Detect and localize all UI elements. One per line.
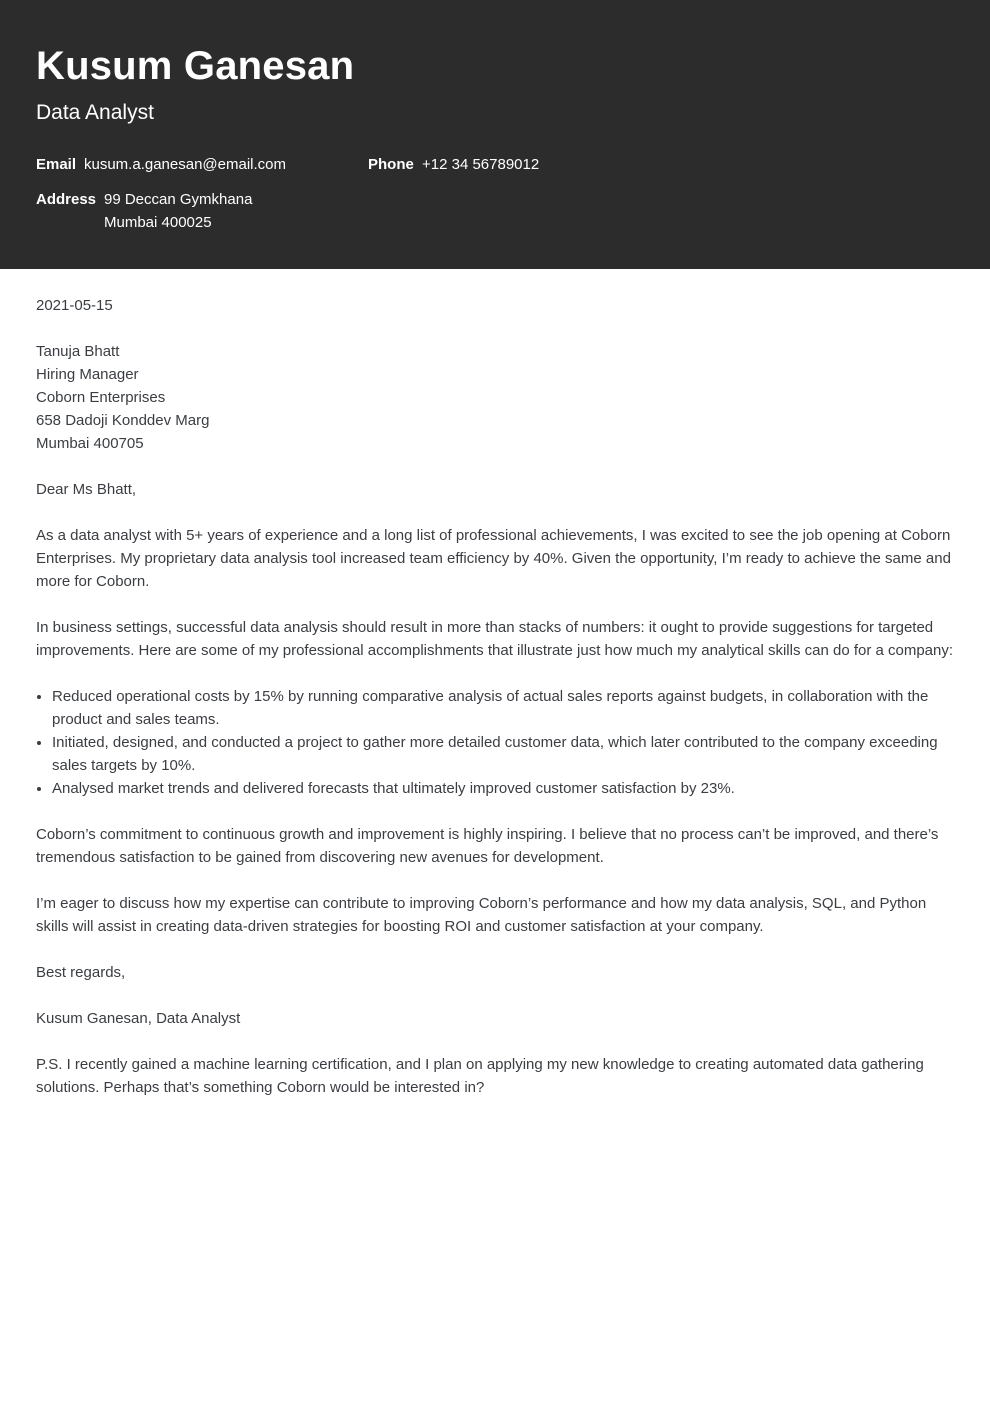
paragraph-company-praise: Coborn’s commitment to continuous growth and improvement is highly inspiring. I believe that no process can’t be improved, and there’s tremendous satisfaction to be gained from discovering new avenues for development.: [36, 826, 939, 866]
letter-body: [36, 294, 960, 1122]
address-label: Address: [36, 191, 97, 208]
phone-value[interactable]: +12 34 56789012: [422, 156, 540, 173]
contact-phone: [368, 153, 539, 176]
recipient-city: Mumbai 400705: [36, 435, 144, 452]
accomplishments-list: [36, 685, 960, 800]
applicant-job-title: Data Analyst: [36, 101, 154, 124]
accomplishment-item: • Reduced operational costs by 15% by running comparative analysis of actual sales reports against budgets, in collaboration with the product and sales teams.: [52, 685, 960, 731]
resume-header: [0, 0, 990, 269]
address-line-2: Mumbai 400025: [104, 214, 212, 231]
recipient-title: Hiring Manager: [36, 366, 139, 383]
recipient-street: 658 Dadoji Konddev Marg: [36, 412, 210, 429]
address-line-1: 99 Deccan Gymkhana: [104, 191, 253, 208]
contact-email: [36, 153, 286, 176]
contact-address: [36, 188, 252, 234]
recipient-block: [36, 340, 960, 455]
accomplishment-item: • Initiated, designed, and conducted a project to gather more detailed customer data, which later contributed to the company exceeding sales targets by 10%.: [52, 731, 960, 777]
phone-label: Phone: [368, 156, 414, 173]
paragraph-accomplishments-intro: In business settings, successful data analysis should result in more than stacks of numbers: it ought to provide suggestions for targeted improvements. Here are some of my professional accomplishments that illustrate just how much my analytical skills can do for a company:: [36, 619, 954, 659]
paragraph-intro: As a data analyst with 5+ years of experience and a long list of professional achievements, I was excited to see the job opening at Coborn Enterprises. My proprietary data analysis tool increased team efficiency by 40%. Given the opportunity, I’m ready to achieve the same and more for Coborn.: [36, 527, 951, 590]
accomplishment-item: • Analysed market trends and delivered forecasts that ultimately improved customer satisfaction by 23%.: [52, 777, 960, 800]
email-label: Email: [36, 156, 77, 173]
signature: Kusum Ganesan, Data Analyst: [36, 1010, 241, 1027]
closing: Best regards,: [36, 964, 126, 981]
letter-date: 2021-05-15: [36, 297, 113, 314]
recipient-company: Coborn Enterprises: [36, 389, 166, 406]
email-value[interactable]: kusum.a.ganesan@email.com: [84, 156, 286, 173]
applicant-name: Kusum Ganesan: [36, 44, 355, 88]
paragraph-call-to-action: I’m eager to discuss how my expertise can contribute to improving Coborn’s performance and how my data analysis, SQL, and Python skills will assist in creating data-driven strategies for boosting ROI and customer satisfaction at your company.: [36, 895, 927, 935]
postscript: P.S. I recently gained a machine learning certification, and I plan on applying my new knowledge to creating automated data gathering solutions. Perhaps that’s something Coborn would be interested in?: [36, 1056, 924, 1096]
salutation: Dear Ms Bhatt,: [36, 481, 137, 498]
recipient-name: Tanuja Bhatt: [36, 343, 120, 360]
address-value: [104, 188, 252, 234]
